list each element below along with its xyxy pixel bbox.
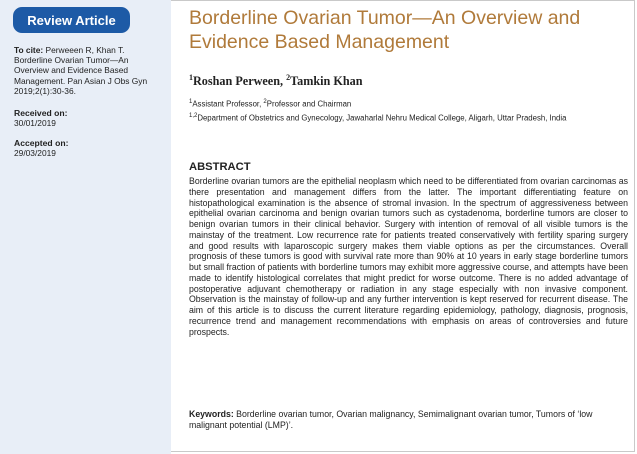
keywords <box>189 409 628 431</box>
author1-affil-number: 1 <box>189 73 193 82</box>
author-line <box>189 73 362 89</box>
author1-name: Roshan Perween, <box>193 74 287 89</box>
author2-name: Tamkin Khan <box>290 74 363 89</box>
abstract-heading: ABSTRACT <box>189 161 251 173</box>
affil-number: 2 <box>263 99 267 105</box>
abstract-body: Borderline ovarian tumors are the epithelial neoplasm which need to be differentiated from ovarian carcinomas as there presentation and management differs from the latter. The important differentiating feature on histopathological examination is the absence of stromal invasion. In the spectrum of aggressiveness between epithelial ovarian carcinoma and benign ovarian tumors such as cystadenoma, borderline tumors are closer to benign ovarian tumors in their clinical behavior. Surgery with intention of removal of all visible tumors is the mainstay of the treatment. Low recurrence rate for patients treated conservatively with fertility sparing surgery and good results with laparoscopic surgery makes them viable options as per the circumstances. Overall prognosis of these tumors is good with survival rate more than 90% at 10 years in early stage borderline tumors but small fraction of patients with borderline tumors may exhibit more aggressive course, and attempts have been made to identify histological correlates that might predict for worse outcome. There is no added advantage of postoperative adjuvant chemotherapy or radiation in any stage especially with non invasive component. Observation is the mainstay of follow-up and any further intervention is kept reserved for recurrent disease. The aim of this article is to discuss the current literature regarding epidemiology, pathology, diagnosis, prognosis, recurrence trend and management recommendations with emphasis on areas of controversies and future prospects. <box>189 176 628 337</box>
citation-block <box>14 45 164 96</box>
affil-number: 1 <box>189 99 193 105</box>
accepted-label: Accepted on: <box>14 138 69 148</box>
author2-affil-number: 2 <box>286 73 291 82</box>
affil-institution-text: Department of Obstetrics and Gynecology, Jawaharlal Nehru Medical College, Aligarh, Uttar Pradesh, India <box>197 113 567 123</box>
article-sidebar <box>0 0 171 454</box>
affiliation-institution <box>189 111 629 124</box>
accepted-date: 29/03/2019 <box>14 148 56 159</box>
citation-label: To cite: <box>14 45 44 55</box>
keywords-text: Borderline ovarian tumor, Ovarian malignancy, Semimalignant ovarian tumor, Tumors of ‘low malignant potential (LMP)’. <box>189 409 593 430</box>
affil-position-2: Professor and Chairman <box>266 99 352 109</box>
affil-position-1: Assistant Professor, <box>192 99 264 109</box>
accepted-block <box>14 138 164 158</box>
citation-text: Perweeen R, Khan T. Borderline Ovarian Tumor—An Overview and Evidence Based Management. Pan Asian J Obs Gyn 2019;2(1):30-36. <box>14 45 148 96</box>
received-block <box>14 108 164 128</box>
received-label: Received on: <box>14 108 68 118</box>
affil-number: 1,2 <box>189 113 198 119</box>
keywords-label: Keywords: <box>189 409 234 419</box>
article-title: Borderline Ovarian Tumor—An Overview and Evidence Based Management <box>189 7 581 53</box>
article-type-badge: Review Article <box>13 7 130 33</box>
affiliation-positions <box>189 97 629 110</box>
received-date: 30/01/2019 <box>14 118 56 129</box>
